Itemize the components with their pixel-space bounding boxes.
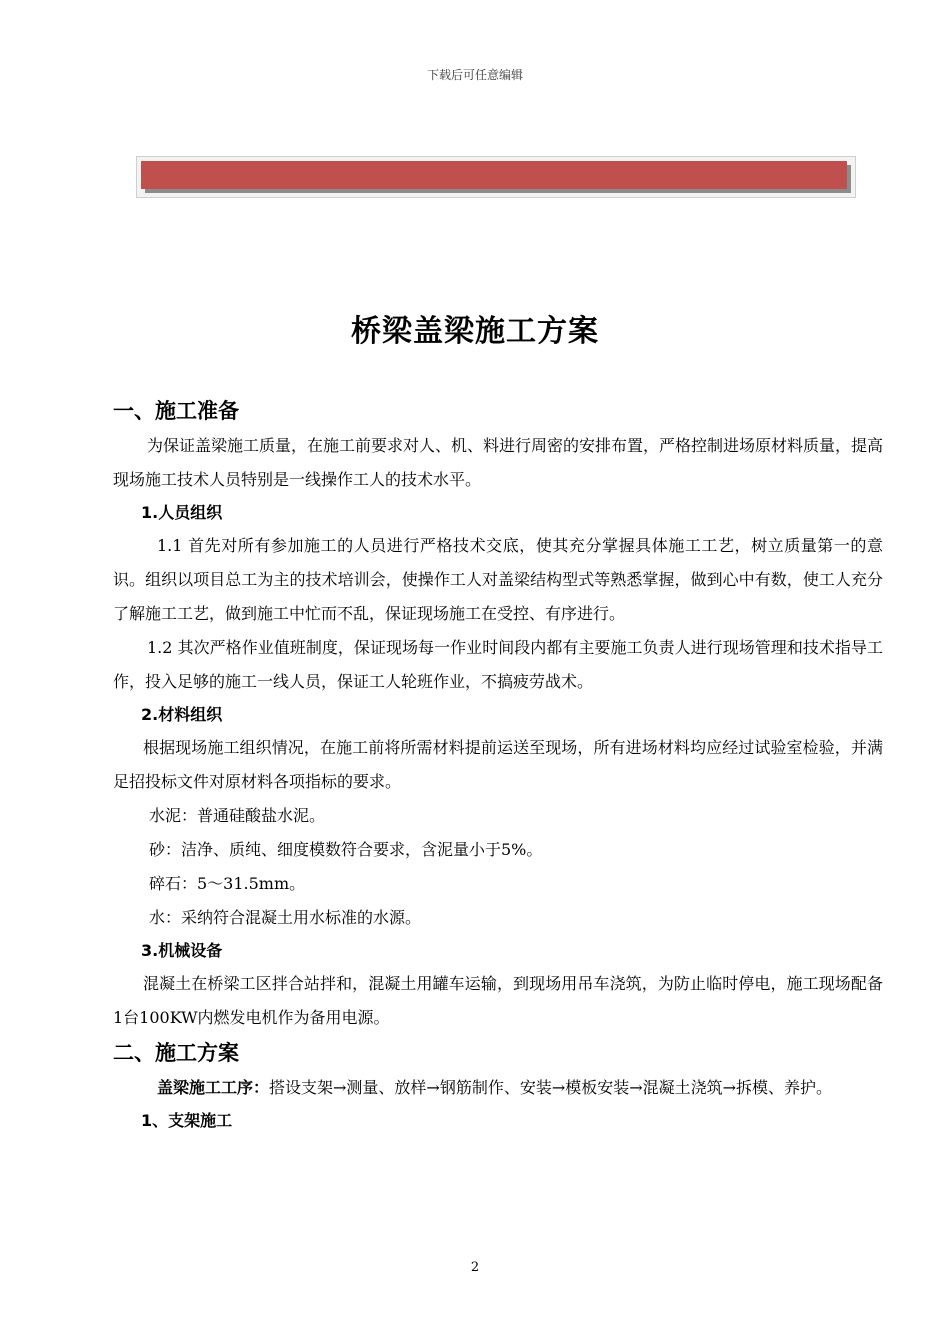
subheading-machinery: 3.机械设备	[141, 941, 223, 960]
document-title: 桥梁盖梁施工方案	[351, 314, 599, 349]
section-heading-preparation: 一、施工准备	[113, 399, 239, 423]
material-item: 碎石：5～31.5mm。	[149, 874, 306, 893]
paragraph-materials: 根据现场施工组织情况，在施工前将所需材料提前运送至现场，所有进场材料均应经过试验室检验，并满足招投标文件对原材料各项指标的要求。	[113, 738, 883, 791]
process-label: 盖梁施工工序：	[157, 1078, 270, 1097]
paragraph-machinery: 混凝土在桥梁工区拌合站拌和，混凝土用罐车运输，到现场用吊车浇筑，为防止临时停电，施工现场配备1台100KW内燃发电机作为备用电源。	[113, 974, 883, 1027]
subheading-materials: 2.材料组织	[141, 705, 223, 724]
paragraph-intro: 为保证盖梁施工质量，在施工前要求对人、机、料进行周密的安排布置，严格控制进场原材料质量，提高现场施工技术人员特别是一线操作工人的技术水平。	[113, 436, 884, 489]
process-text: 搭设支架→测量、放样→钢筋制作、安装→模板安装→混凝土浇筑→拆模、养护。	[269, 1078, 833, 1097]
document-body	[113, 393, 883, 1137]
material-item: 砂：洁净、质纯、细度模数符合要求，含泥量小于5%。	[149, 840, 543, 859]
page-number: 2	[470, 1260, 480, 1275]
section-heading-plan: 二、施工方案	[113, 1041, 239, 1065]
subheading-personnel: 1.人员组织	[141, 503, 223, 522]
paragraph-personnel-2: 1.2 其次严格作业值班制度，保证现场每一作业时间段内都有主要施工负责人进行现场管理和技术指导工作，投入足够的施工一线人员，保证工人轮班作业，不搞疲劳战术。	[113, 638, 883, 691]
paragraph-personnel-1: 1.1 首先对所有参加施工的人员进行严格技术交底，使其充分掌握具体施工工艺，树立质量第一的意识。组织以项目总工为主的技术培训会，使操作工人对盖梁结构型式等熟悉掌握，做到心中有数，使工人充分了解施工工艺，做到施工中忙而不乱，保证现场施工在受控、有序进行。	[113, 536, 883, 623]
material-item: 水：采纳符合混凝土用水标准的水源。	[149, 908, 422, 927]
header-note: 下载后可任意编辑	[426, 68, 523, 82]
paragraph-process	[113, 1071, 883, 1105]
subheading-support: 1、支架施工	[141, 1111, 233, 1130]
decorative-banner	[141, 161, 847, 189]
material-item: 水泥：普通硅酸盐水泥。	[149, 806, 326, 825]
decorative-banner-frame	[136, 156, 856, 198]
